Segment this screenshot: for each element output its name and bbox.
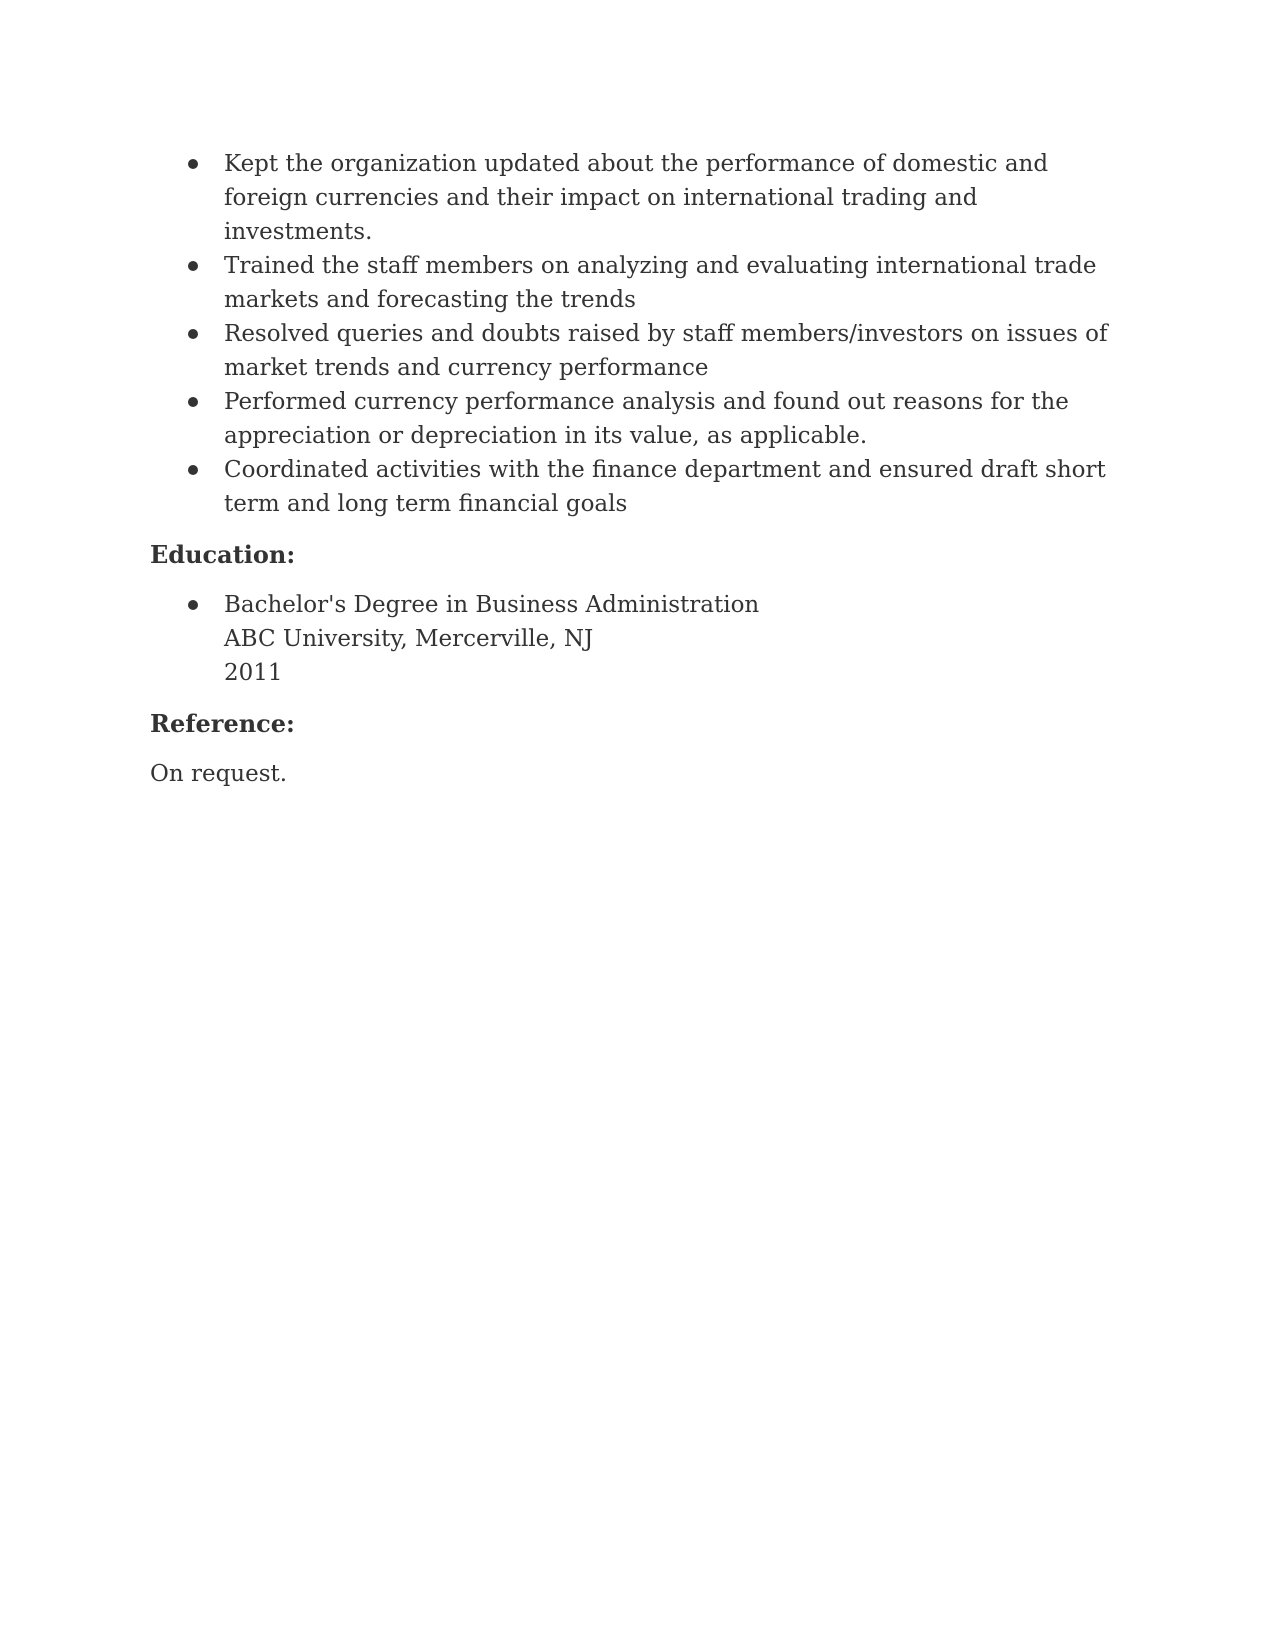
education-heading: Education: bbox=[150, 540, 296, 569]
bullet-text: Kept the organization updated about the performance of domestic and foreign currencies and their impact on international trading and investments. bbox=[224, 151, 1049, 245]
experience-bullet-list bbox=[150, 147, 1120, 521]
bullet-text: Trained the staff members on analyzing and evaluating international trade markets and forecasting the trends bbox=[224, 253, 1097, 313]
bullet-icon bbox=[188, 600, 198, 610]
list-item bbox=[150, 249, 1120, 317]
bullet-text: Performed currency performance analysis and found out reasons for the appreciation or depreciation in its value, as applicable. bbox=[224, 389, 1069, 449]
bullet-icon bbox=[188, 261, 198, 271]
education-degree: Bachelor's Degree in Business Administration bbox=[224, 592, 760, 618]
document-content bbox=[150, 147, 1120, 791]
bullet-text: Coordinated activities with the finance department and ensured draft short term and long term financial goals bbox=[224, 457, 1106, 517]
list-item bbox=[150, 588, 1120, 690]
list-item bbox=[150, 385, 1120, 453]
reference-heading: Reference: bbox=[150, 709, 295, 738]
list-item bbox=[150, 147, 1120, 249]
bullet-text: Resolved queries and doubts raised by staff members/investors on issues of market trends and currency performance bbox=[224, 321, 1108, 381]
bullet-icon bbox=[188, 465, 198, 475]
list-item bbox=[150, 453, 1120, 521]
bullet-icon bbox=[188, 159, 198, 169]
reference-text: On request. bbox=[150, 761, 288, 787]
education-school: ABC University, Mercerville, NJ bbox=[224, 626, 594, 652]
education-year: 2011 bbox=[224, 660, 283, 686]
bullet-icon bbox=[188, 329, 198, 339]
list-item bbox=[150, 317, 1120, 385]
education-bullet-list bbox=[150, 588, 1120, 690]
bullet-icon bbox=[188, 397, 198, 407]
